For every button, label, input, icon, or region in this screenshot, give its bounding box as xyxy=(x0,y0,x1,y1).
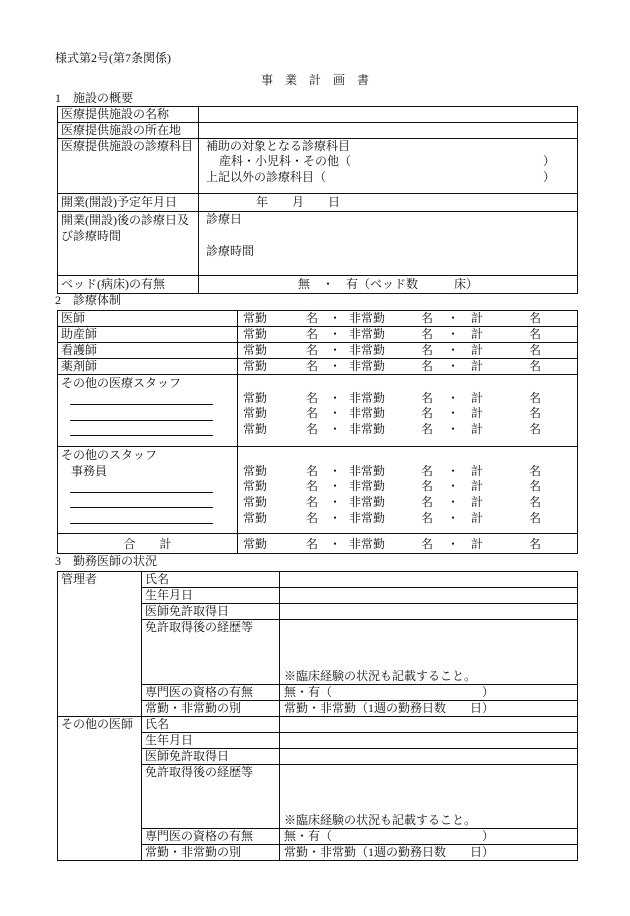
other-doctor-birth-date-value-cell xyxy=(279,732,578,749)
clinic-hours-label-cell xyxy=(57,211,199,276)
facility-name-label: 医療提供施設の名称 xyxy=(61,107,170,121)
facility-address-value-cell xyxy=(198,122,578,139)
count-separator: ・ xyxy=(329,311,342,325)
manager-birth-date-label-cell xyxy=(141,587,280,604)
departments-value-cell xyxy=(198,138,578,194)
count-unit-label: 名 xyxy=(306,479,319,493)
blank-line xyxy=(70,404,213,405)
count-total-label: 計 xyxy=(471,359,484,373)
count-unit-label: 名 xyxy=(421,422,434,436)
total-label: 合 計 xyxy=(123,537,172,551)
count-fulltime-label: 常勤 xyxy=(243,479,268,493)
count-parttime-label: 非常勤 xyxy=(349,406,386,420)
count-total-label: 計 xyxy=(471,464,484,478)
count-parttime-label: 非常勤 xyxy=(349,343,386,357)
count-separator: ・ xyxy=(329,464,342,478)
count-unit-label: 名 xyxy=(529,359,542,373)
count-separator: ・ xyxy=(447,511,460,525)
count-total-label: 計 xyxy=(471,511,484,525)
other-staff-count-cell xyxy=(237,446,578,534)
count-parttime-label: 非常勤 xyxy=(349,464,386,478)
manager-career-label-cell xyxy=(141,619,280,685)
count-unit-label: 名 xyxy=(529,464,542,478)
count-unit-label: 名 xyxy=(529,327,542,341)
count-fulltime-label: 常勤 xyxy=(243,391,268,405)
count-fulltime-label: 常勤 xyxy=(243,464,268,478)
manager-license-date-label-cell xyxy=(141,603,280,620)
role-pharmacist-label-cell xyxy=(57,358,238,375)
subsidized-departments-paren-close: ） xyxy=(543,154,556,168)
role-nurse-label: 看護師 xyxy=(61,343,98,357)
manager-license-date-label: 医師免許取得日 xyxy=(145,604,230,618)
subsidized-departments-label: 補助の対象となる診療科目 xyxy=(206,139,351,153)
count-fulltime-label: 常勤 xyxy=(243,327,268,341)
manager-group-cell xyxy=(57,571,142,717)
opening-date-value-cell xyxy=(198,193,578,212)
blank-line xyxy=(70,492,213,493)
manager-specialist-label-cell xyxy=(141,684,280,701)
manager-employment-label-cell xyxy=(141,700,280,717)
manager-name-value-cell xyxy=(279,571,578,588)
role-doctor-label-cell xyxy=(57,310,238,327)
count-separator: ・ xyxy=(447,311,460,325)
count-unit-label: 名 xyxy=(421,406,434,420)
subsidized-departments-options: 産科・小児科・その他（ xyxy=(219,154,352,168)
opening-date-label: 開業(開設)予定年月日 xyxy=(61,195,177,209)
count-total-label: 計 xyxy=(471,537,484,551)
count-unit-label: 名 xyxy=(306,391,319,405)
blank-line xyxy=(70,420,213,421)
manager-name-label: 氏名 xyxy=(145,572,170,586)
count-unit-label: 名 xyxy=(421,479,434,493)
other-doctors-group-label: その他の医師 xyxy=(61,717,134,731)
staff-count-row xyxy=(238,537,577,551)
count-separator: ・ xyxy=(329,537,342,551)
count-unit-label: 名 xyxy=(306,343,319,357)
count-parttime-label: 非常勤 xyxy=(349,327,386,341)
staff-count-row xyxy=(238,495,577,509)
other-departments-label: 上記以外の診療科目（ xyxy=(206,170,327,184)
count-separator: ・ xyxy=(329,422,342,436)
facility-name-label-cell xyxy=(57,106,199,123)
role-midwife-label-cell xyxy=(57,326,238,343)
count-fulltime-label: 常勤 xyxy=(243,406,268,420)
count-unit-label: 名 xyxy=(529,422,542,436)
other-doctor-birth-date-label-cell xyxy=(141,732,280,749)
other-doctor-career-label-cell xyxy=(141,764,280,829)
beds-options: 無 ・ 有（ベッド数 床） xyxy=(297,277,478,291)
section-2-heading: 2 診療体制 xyxy=(55,293,122,307)
facility-address-label-cell xyxy=(57,122,199,139)
count-unit-label: 名 xyxy=(421,311,434,325)
other-doctor-specialist-options: 無・有（ xyxy=(284,829,333,843)
blank-line xyxy=(70,435,213,436)
clinic-hours-value-cell xyxy=(198,211,578,276)
manager-group-label: 管理者 xyxy=(61,572,98,586)
staff-count-row xyxy=(238,422,577,436)
departments-label: 医療提供施設の診療科目 xyxy=(61,139,194,153)
count-separator: ・ xyxy=(329,343,342,357)
manager-name-label-cell xyxy=(141,571,280,588)
count-separator: ・ xyxy=(447,479,460,493)
other-departments-paren-close: ） xyxy=(543,170,556,184)
count-separator: ・ xyxy=(329,495,342,509)
count-total-label: 計 xyxy=(471,327,484,341)
role-nurse-label-cell xyxy=(57,342,238,359)
count-unit-label: 名 xyxy=(421,495,434,509)
blank-line xyxy=(70,523,213,524)
clinic-hours-label: 開業(開設)後の診療日及び診療時間 xyxy=(61,213,189,243)
count-unit-label: 名 xyxy=(306,422,319,436)
count-total-label: 計 xyxy=(471,422,484,436)
staff-count-row xyxy=(238,327,577,341)
count-unit-label: 名 xyxy=(306,327,319,341)
manager-employment-options: 常勤・非常勤（1週の勤務日数 日） xyxy=(284,701,495,715)
opening-date-label-cell xyxy=(57,193,199,212)
other-doctor-name-value-cell xyxy=(279,716,578,733)
other-doctor-employment-options: 常勤・非常勤（1週の勤務日数 日） xyxy=(284,845,495,859)
manager-specialist-options: 無・有（ xyxy=(284,685,333,699)
other-medical-staff-count-cell xyxy=(237,374,578,447)
staff-count-row xyxy=(238,311,577,325)
role-midwife-count-cell xyxy=(237,326,578,343)
total-count-cell xyxy=(237,533,578,554)
count-separator: ・ xyxy=(447,537,460,551)
facility-name-value-cell xyxy=(198,106,578,123)
manager-employment-value-cell xyxy=(279,700,578,717)
count-unit-label: 名 xyxy=(306,511,319,525)
manager-birth-date-value-cell xyxy=(279,587,578,604)
staff-count-row xyxy=(238,464,577,478)
count-total-label: 計 xyxy=(471,406,484,420)
manager-specialist-paren-close: ） xyxy=(482,685,495,699)
count-parttime-label: 非常勤 xyxy=(349,511,386,525)
other-medical-staff-label-cell xyxy=(57,374,238,447)
staff-count-row xyxy=(238,391,577,405)
count-unit-label: 名 xyxy=(421,511,434,525)
other-staff-label-cell xyxy=(57,446,238,534)
count-parttime-label: 非常勤 xyxy=(349,495,386,509)
other-doctor-career-note: ※臨床経験の状況も記載すること。 xyxy=(284,813,477,827)
total-label-cell xyxy=(57,533,238,554)
count-total-label: 計 xyxy=(471,479,484,493)
role-pharmacist-count-cell xyxy=(237,358,578,375)
count-separator: ・ xyxy=(329,391,342,405)
manager-employment-label: 常勤・非常勤の別 xyxy=(145,701,242,715)
other-doctor-name-label-cell xyxy=(141,716,280,733)
staff-count-row xyxy=(238,511,577,525)
manager-career-value-cell xyxy=(279,619,578,685)
other-doctor-license-date-label-cell xyxy=(141,748,280,765)
count-unit-label: 名 xyxy=(421,343,434,357)
count-unit-label: 名 xyxy=(306,359,319,373)
blank-line xyxy=(70,507,213,508)
count-unit-label: 名 xyxy=(529,495,542,509)
clinic-time-label: 診療時間 xyxy=(206,244,255,258)
other-medical-staff-label: その他の医療スタッフ xyxy=(61,376,182,390)
count-separator: ・ xyxy=(447,406,460,420)
manager-license-date-value-cell xyxy=(279,603,578,620)
count-unit-label: 名 xyxy=(529,391,542,405)
count-fulltime-label: 常勤 xyxy=(243,495,268,509)
count-parttime-label: 非常勤 xyxy=(349,311,386,325)
count-unit-label: 名 xyxy=(529,343,542,357)
count-parttime-label: 非常勤 xyxy=(349,422,386,436)
other-doctor-license-date-label: 医師免許取得日 xyxy=(145,749,230,763)
count-total-label: 計 xyxy=(471,343,484,357)
other-doctor-birth-date-label: 生年月日 xyxy=(145,733,194,747)
count-unit-label: 名 xyxy=(421,391,434,405)
count-separator: ・ xyxy=(447,391,460,405)
other-doctors-group-cell xyxy=(57,716,142,861)
count-total-label: 計 xyxy=(471,391,484,405)
section-1-heading: 1 施設の概要 xyxy=(55,91,134,105)
role-doctor-count-cell xyxy=(237,310,578,327)
count-separator: ・ xyxy=(329,511,342,525)
count-fulltime-label: 常勤 xyxy=(243,511,268,525)
count-separator: ・ xyxy=(447,359,460,373)
other-doctor-specialist-label: 専門医の資格の有無 xyxy=(145,829,254,843)
other-doctor-specialist-value-cell xyxy=(279,828,578,845)
staff-count-row xyxy=(238,479,577,493)
other-doctor-specialist-label-cell xyxy=(141,828,280,845)
count-unit-label: 名 xyxy=(306,495,319,509)
count-unit-label: 名 xyxy=(529,311,542,325)
other-staff-label: その他のスタッフ xyxy=(61,448,158,462)
count-unit-label: 名 xyxy=(421,359,434,373)
count-separator: ・ xyxy=(447,464,460,478)
role-pharmacist-label: 薬剤師 xyxy=(61,359,98,373)
count-separator: ・ xyxy=(329,359,342,373)
count-separator: ・ xyxy=(329,406,342,420)
count-unit-label: 名 xyxy=(421,537,434,551)
beds-label-cell xyxy=(57,275,199,294)
staff-count-row xyxy=(238,406,577,420)
count-unit-label: 名 xyxy=(421,327,434,341)
other-doctor-employment-value-cell xyxy=(279,844,578,861)
count-unit-label: 名 xyxy=(421,464,434,478)
count-parttime-label: 非常勤 xyxy=(349,479,386,493)
other-doctor-career-value-cell xyxy=(279,764,578,829)
other-doctor-specialist-paren-close: ） xyxy=(482,829,495,843)
count-fulltime-label: 常勤 xyxy=(243,359,268,373)
count-separator: ・ xyxy=(329,327,342,341)
clerk-label: 事務員 xyxy=(71,464,108,478)
manager-birth-date-label: 生年月日 xyxy=(145,588,194,602)
count-fulltime-label: 常勤 xyxy=(243,311,268,325)
count-separator: ・ xyxy=(447,422,460,436)
count-unit-label: 名 xyxy=(306,311,319,325)
beds-label: ベッド(病床)の有無 xyxy=(61,277,165,291)
manager-career-note: ※臨床経験の状況も記載すること。 xyxy=(284,669,477,683)
count-parttime-label: 非常勤 xyxy=(349,359,386,373)
count-unit-label: 名 xyxy=(306,537,319,551)
manager-specialist-label: 専門医の資格の有無 xyxy=(145,685,254,699)
clinic-days-label: 診療日 xyxy=(206,212,243,226)
count-unit-label: 名 xyxy=(306,464,319,478)
count-total-label: 計 xyxy=(471,495,484,509)
other-doctor-license-date-value-cell xyxy=(279,748,578,765)
form-number: 様式第2号(第7条関係) xyxy=(55,51,171,65)
facility-address-label: 医療提供施設の所在地 xyxy=(61,123,182,137)
count-parttime-label: 非常勤 xyxy=(349,391,386,405)
count-separator: ・ xyxy=(329,479,342,493)
beds-value-cell xyxy=(198,275,578,294)
departments-label-cell xyxy=(57,138,199,194)
manager-specialist-value-cell xyxy=(279,684,578,701)
staff-count-row xyxy=(238,359,577,373)
other-doctor-name-label: 氏名 xyxy=(145,717,170,731)
count-unit-label: 名 xyxy=(306,406,319,420)
role-doctor-label: 医師 xyxy=(61,311,86,325)
count-unit-label: 名 xyxy=(529,537,542,551)
count-fulltime-label: 常勤 xyxy=(243,537,268,551)
count-fulltime-label: 常勤 xyxy=(243,343,268,357)
manager-career-label: 免許取得後の経歴等 xyxy=(145,620,254,634)
role-nurse-count-cell xyxy=(237,342,578,359)
other-doctor-employment-label-cell xyxy=(141,844,280,861)
other-doctor-employment-label: 常勤・非常勤の別 xyxy=(145,845,242,859)
section-3-heading: 3 勤務医師の状況 xyxy=(55,554,158,568)
count-unit-label: 名 xyxy=(529,479,542,493)
count-total-label: 計 xyxy=(471,311,484,325)
other-doctor-career-label: 免許取得後の経歴等 xyxy=(145,765,254,779)
count-separator: ・ xyxy=(447,327,460,341)
count-separator: ・ xyxy=(447,495,460,509)
count-unit-label: 名 xyxy=(529,406,542,420)
document-title: 事 業 計 画 書 xyxy=(260,73,369,87)
count-separator: ・ xyxy=(447,343,460,357)
count-parttime-label: 非常勤 xyxy=(349,537,386,551)
role-midwife-label: 助産師 xyxy=(61,327,98,341)
count-unit-label: 名 xyxy=(529,511,542,525)
opening-date-format: 年 月 日 xyxy=(256,195,341,209)
staff-count-row xyxy=(238,343,577,357)
count-fulltime-label: 常勤 xyxy=(243,422,268,436)
